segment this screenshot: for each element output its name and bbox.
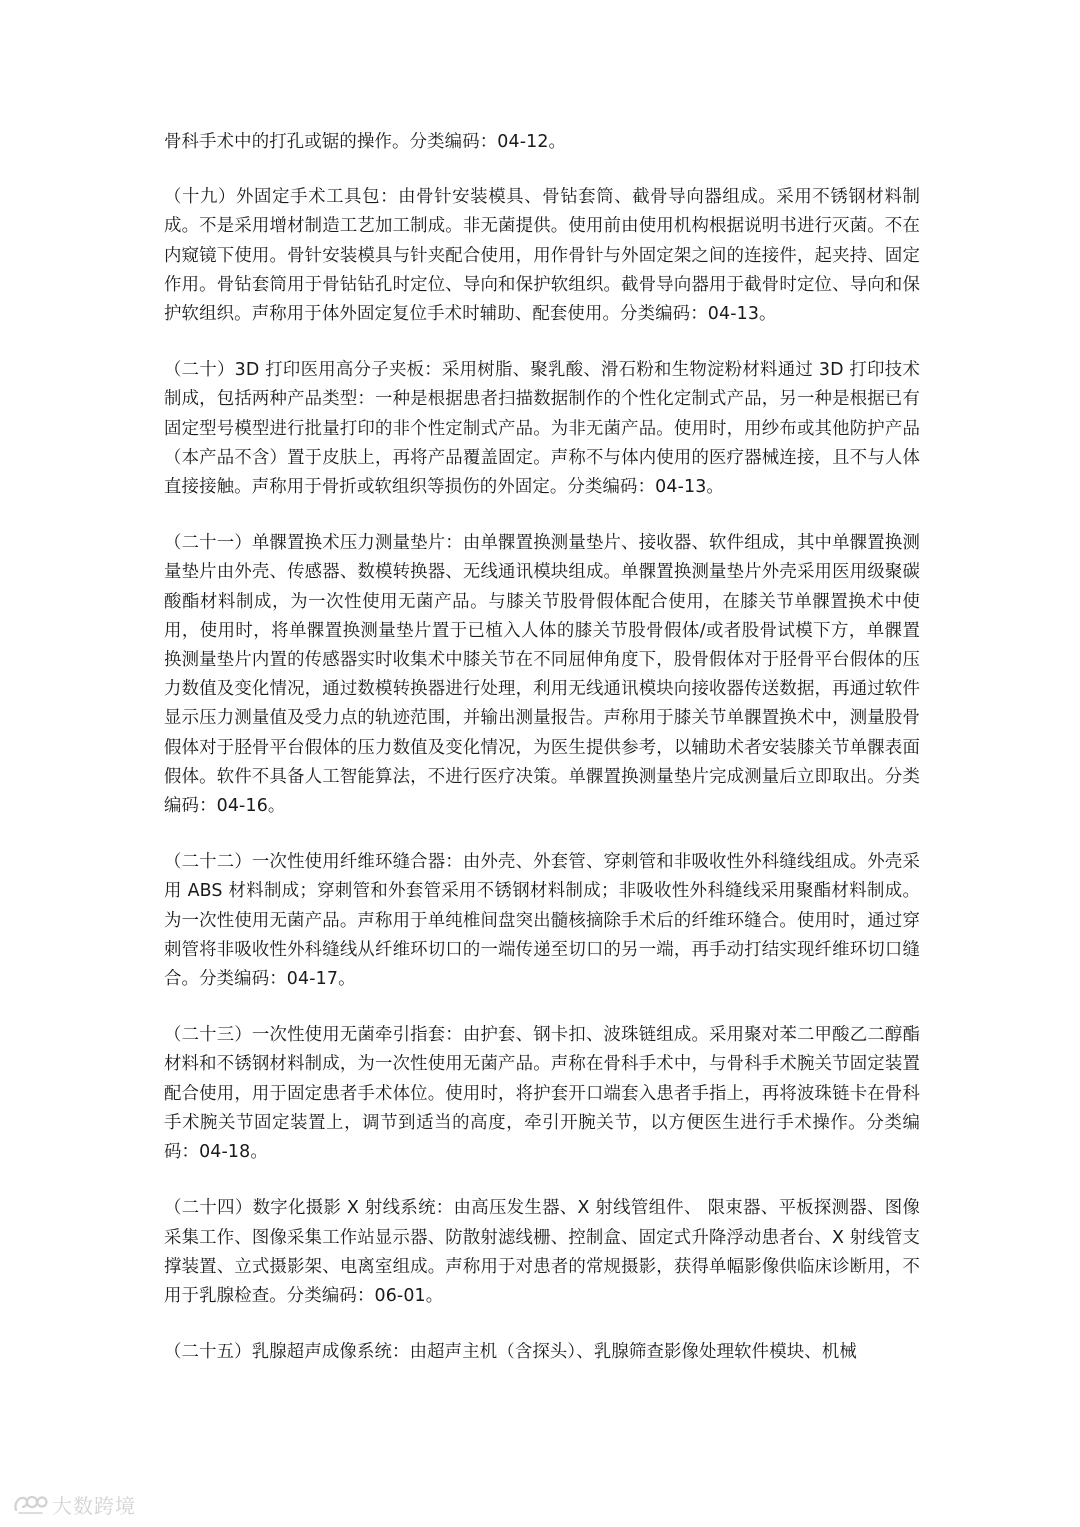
paragraph-item-25: （二十五）乳腺超声成像系统：由超声主机（含探头）、乳腺筛查影像处理软件模块、机械	[164, 1342, 857, 1363]
brand-logo-icon	[12, 1492, 48, 1516]
paragraph-item-19: （十九）外固定手术工具包：由骨针安装模具、骨钻套筒、截骨导向器组成。采用不锈钢材料制成。不是采用增材制造工艺加工制成。非无菌提供。使用前由使用机构根据说明书进行灭菌。不在内窥镜下使用。骨针安装模具与针夹配合使用，用作骨针与外固定架之间的连接件，起夹持、固定作用。骨钻套筒用于骨钻钻孔时定位、导向和保护软组织。截骨导向器用于截骨时定位、导向和保护软组织。声称用于体外固定复位手术时辅助、配套使用。分类编码：04-13。	[164, 187, 920, 325]
paragraph-intro-continuation: 骨科手术中的打孔或锯的操作。分类编码：04-12。	[164, 132, 567, 152]
paragraph-item-20: （二十）3D 打印医用高分子夹板：采用树脂、聚乳酸、滑石粉和生物淀粉材料通过 3D 打印技术制成，包括两种产品类型：一种是根据患者扫描数据制作的个性化定制式产品，另一种是根据已有固定型号模型进行批量打印的非个性定制式产品。为非无菌产品。使用时，用纱布或其他防护产品（本产品不含）置于皮肤上，再将产品覆盖固定。声称不与体内使用的医疗器械连接，且不与人体直接接触。声称用于骨折或软组织等损伤的外固定。分类编码：04-13。	[164, 360, 920, 498]
paragraph-item-23: （二十三）一次性使用无菌牵引指套：由护套、钢卡扣、波珠链组成。采用聚对苯二甲酸乙二醇酯材料和不锈钢材料制成，为一次性使用无菌产品。声称在骨科手术中，与骨科手术腕关节固定装置配合使用，用于固定患者手术体位。使用时，将护套开口端套入患者手指上，再将波珠链卡在骨科手术腕关节固定装置上，调节到适当的高度，牵引开腕关节，以方便医生进行手术操作。分类编码：04-18。	[164, 1025, 920, 1163]
paragraph-item-21: （二十一）单髁置换术压力测量垫片：由单髁置换测量垫片、接收器、软件组成，其中单髁置换测量垫片由外壳、传感器、数模转换器、无线通讯模块组成。单髁置换测量垫片外壳采用医用级聚碳酸酯材料制成，为一次性使用无菌产品。与膝关节股骨假体配合使用，在膝关节单髁置换术中使用，使用时，将单髁置换测量垫片置于已植入人体的膝关节股骨假体/或者股骨试模下方，单髁置换测量垫片内置的传感器实时收集术中膝关节在不同屈伸角度下，股骨假体对于胫骨平台假体的压力数值及变化情况，通过数模转换器进行处理，利用无线通讯模块向接收器传送数据，再通过软件显示压力测量值及受力点的轨迹范围，并输出测量报告。声称用于膝关节单髁置换术中，测量股骨假体对于胫骨平台假体的压力数值及变化情况，为医生提供参考，以辅助术者安装膝关节单髁表面假体。软件不具备人工智能算法，不进行医疗决策。单髁置换测量垫片完成测量后立即取出。分类编码：04-16。	[164, 533, 920, 817]
paragraph-item-22: （二十二）一次性使用纤维环缝合器：由外壳、外套管、穿刺管和非吸收性外科缝线组成。外壳采用 ABS 材料制成；穿刺管和外套管采用不锈钢材料制成；非吸收性外科缝线采用聚酯材料制成。为一次性使用无菌产品。声称用于单纯椎间盘突出髓核摘除手术后的纤维环缝合。使用时，通过穿刺管将非吸收性外科缝线从纤维环切口的一端传递至切口的另一端，再手动打结实现纤维环切口缝合。分类编码：04-17。	[164, 852, 920, 990]
document-body	[164, 128, 920, 1394]
watermark-text: 大数跨境	[52, 1493, 136, 1518]
paragraph-item-24: （二十四）数字化摄影 X 射线系统：由高压发生器、X 射线管组件、 限束器、平板探测器、图像采集工作、图像采集工作站显示器、防散射滤线栅、控制盒、固定式升降浮动患者台、X 射线管支撑装置、立式摄影架、电离室组成。声称用于对患者的常规摄影，获得单幅影像供临床诊断用，不用于乳腺检查。分类编码：06-01。	[164, 1198, 920, 1306]
watermark	[12, 1489, 136, 1519]
